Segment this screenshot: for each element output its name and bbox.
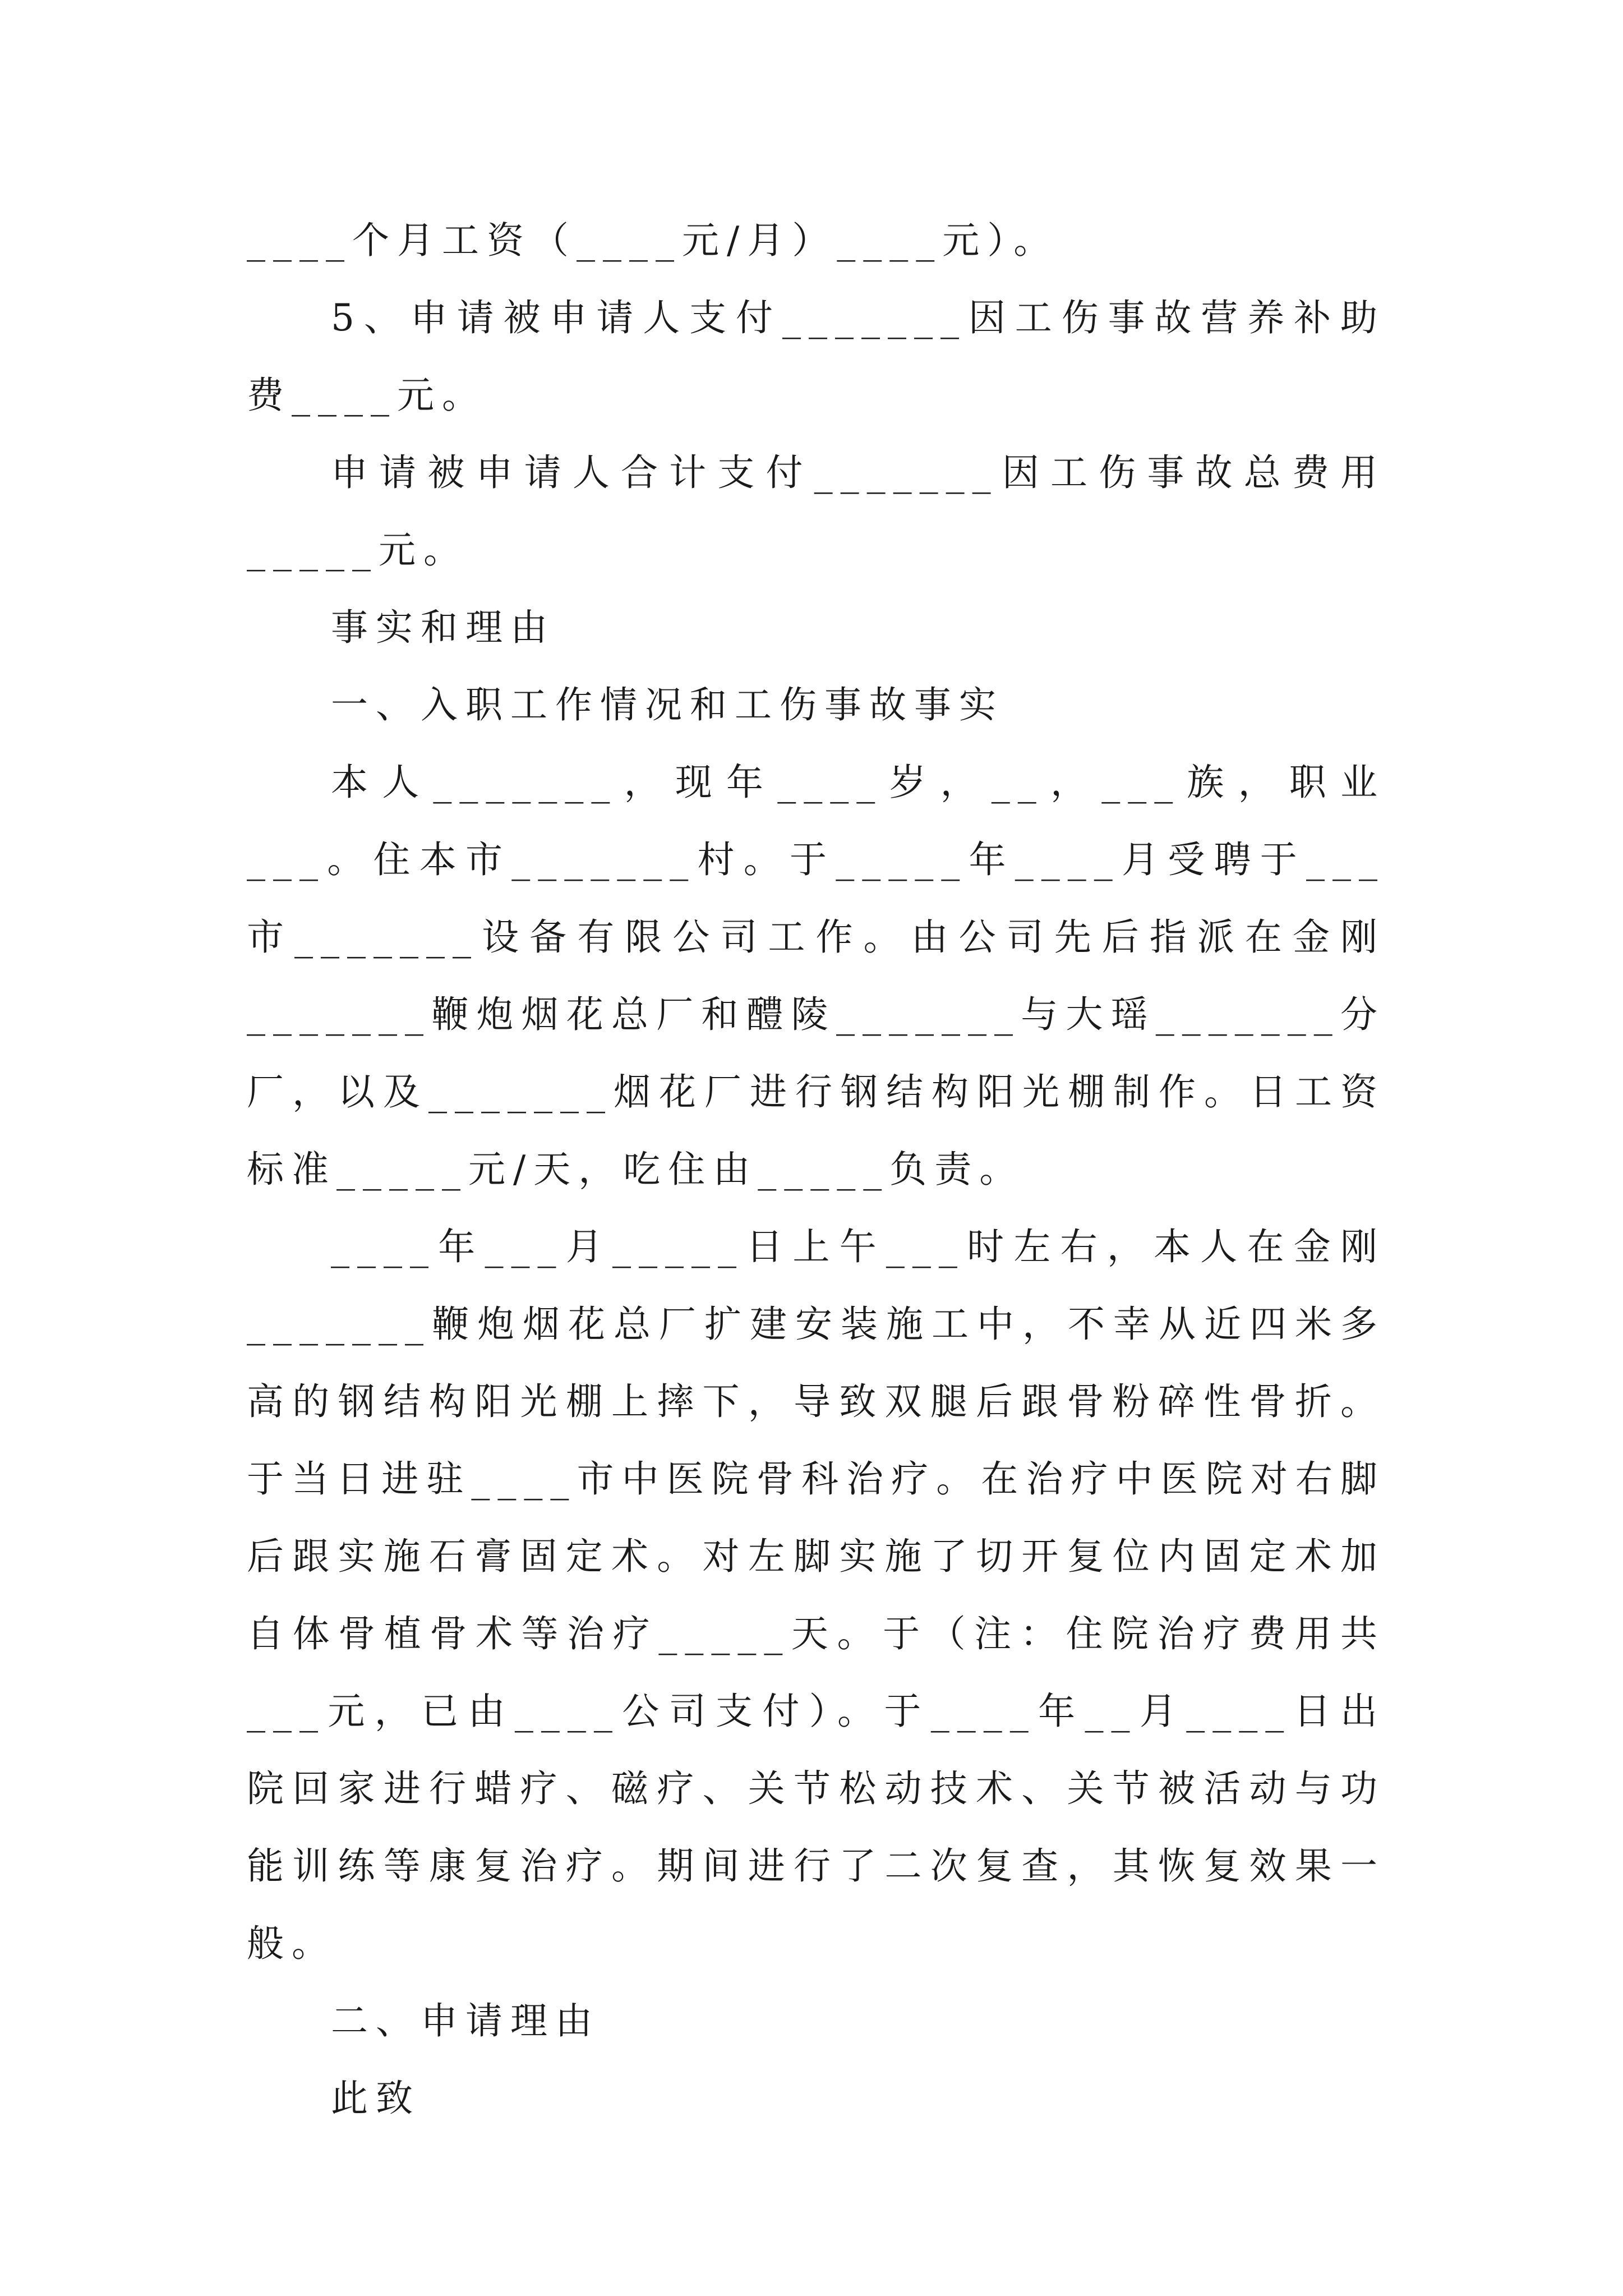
paragraph-salary-continuation: ____个月工资（____元/月）____元）。: [247, 219, 1059, 262]
paragraph-nutrition-subsidy: 5、申请被申请人支付_______因工伤事故营养补助费____元。: [247, 296, 1385, 417]
paragraph-total-cost: 申请被申请人合计支付_______因工伤事故总费用_____元。: [247, 451, 1385, 572]
document-body: [247, 202, 1385, 2137]
closing-salutation: 此致: [331, 2077, 421, 2120]
paragraph-accident-details: ____年___月_____日上午___时左右，本人在金刚_______鞭炮烟花总厂扩建安装施工中，不幸从近四米多高的钢结构阳光棚上摔下，导致双腿后跟骨粉碎性骨折。于当日进驻____市中医院骨科治疗。在治疗中医院对右脚后跟实施石膏固定术。对左脚实施了切开复位内固定术加自体骨植骨术等治疗_____天。于（注：住院治疗费用共___元，已由____公司支付）。于____年__月____日出院回家进行蜡疗、磁疗、关节松动技术、关节被活动与功能训练等康复治疗。期间进行了二次复查，其恢复效果一般。: [247, 1225, 1385, 1965]
heading-employment-and-accident: 一、入职工作情况和工伤事故事实: [331, 683, 1004, 726]
paragraph-employment-details: 本人_______，现年____岁，__，___族，职业___。住本市_______村。于_____年____月受聘于___市_______设备有限公司工作。由公司先后指派在金刚_______鞭炮烟花总厂和醴陵_______与大瑶_______分厂，以及_______烟花厂进行钢结构阳光棚制作。日工资标准_____元/天，吃住由_____负责。: [247, 761, 1385, 1191]
heading-application-reasons: 二、申请理由: [331, 1999, 600, 2042]
heading-facts-and-reasons: 事实和理由: [331, 606, 555, 649]
